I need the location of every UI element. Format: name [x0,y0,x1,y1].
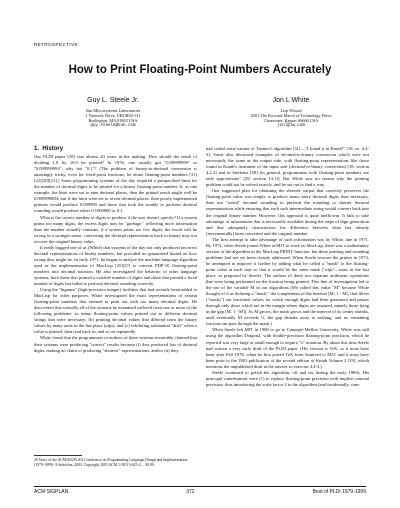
paper-title: How to Print Floating-Point Numbers Accurately [68,64,332,76]
author-email: guy.steele@sun.com [90,123,136,128]
author-email: jonl@lw.com [277,123,305,128]
paragraph: When Steele left MIT in 1980 to go to Carnegie-Mellon University, White was still using the algorithm Dragon2, with double-precision floating-point precision, which he reported was very large or small enough to require "x" notation. By about this time Steele had written a very early draft of the PLDI paper. (His version is TeX, so it must have been after Fall 1978, when he first ported TeX from Stanford to MIT, and it must have been prior to the 1981 publication of the second edition of Knuth Volume 2 [19], which mentions the unpublished draft in the answer to exercise 4.4-3.) [206,327,369,369]
author-affiliation-line: 1 Network Drive, UBUR02-311 [85,113,141,119]
author-affiliation-line: Burlington, MA 01803 USA [88,118,138,124]
paragraph: It really bugged one of us (White) that systems of the day not only produced incorrect decimal representations of binary numbers, but provided no guaranteed bound on how wrong they might be. In early 1971, he began to analyze the machine-language algorithm used in the implementation of MacLisp [25][27] to convert PDP-10 floating-point numbers into decimal notation. He also investigated the behavior of other language systems, both those that printed a variable number of digits and those that printed a fixed number of digits but failed to perform decimal rounding correctly. [34,244,197,287]
section-title: History [42,146,64,152]
paragraph: Our PLDI paper [28] was almost 20 years in the making. How should the result of dividing 1.0 by 10.0 be printed? In 1976, one usually got "0.09999999" or "0.099999994"; why not "0.1"? (The problem of binary-to-decimal conversion is amazingly tricky, even for fixed-point fractions, let alone floating-point numbers [31][22][20][21].) Some programming systems of the day required a prespecified limit for the number of decimal digits to be printed for a binary floating-point number. If, as one example, the limit were set to nine decimal places, then the printed result might well be 0.099999984; but if the limit were set to seven decimal places, then poorly implemented printers would produce 0.099999 and those that took the trouble to perform decimal rounding would produce either 0.1000000 or 0.1. [34,154,197,214]
author-affiliation-line: Lisp Wizard [280,108,302,113]
author-affiliation-line: 2001 The Forward March of Technology Drive [250,113,332,119]
retrospective-label: RETROSPECTIVE: [34,42,80,47]
copyright-footnote: 20 Years of the ACM/SIGPLAN Conference on Programming Language Design and Implementation (1979-1999): A Selection, 2003. Copyright 2003 ACM 1-58113-623-4 ... $5.00. [34,458,188,467]
footer-series: Best of PLDI 1979-1999 [312,489,366,495]
page-number: 372 [186,489,195,495]
author-affiliation-line: Clearwater, Kansas 66666 USA [263,118,319,124]
paragraph: What is the correct number of digits to produce if the user doesn't specify? If a system prints too many digits, the excess digits may be "garbage," reflecting more information than the number actually contains; if a system prints too few digits, the result will be wrong in a stronger sense: converting the decimal representation back to binary may not recover the original binary value. [34,214,197,244]
section-heading [34,146,197,152]
footnote-rule [34,455,82,456]
author-name: Guy L. Steele Jr. [87,97,139,104]
author-block-2 [196,97,386,129]
author-block-1 [18,97,208,129]
author-name: Jon L White [272,97,310,104]
paragraph: One suggested plan for obtaining the shortest output that correctly preserves the floating-point value was simply to produce many more decimal digits than necessary, then use "weird" decimal rounding to perform the rounding to shorter decimal representations while ensuring that each such intermediate string would convert back into the original binary number. However, this approach is quite inefficient. It fails to take advantage of information that is necessarily available during the steps of digit generation and that adequately characterizes the difference between what has already (incrementally) been converted and the original number. [206,188,370,236]
column-right [206,146,369,388]
section-number: 1. [34,146,40,152]
paragraph: Steele continued to polish the algorithm, off and on, during the early 1980s. His principal contributions were (1) to replace floating-point precision with implicit rational precision, thus introducing the scale factor 2 to the algorithm (and incidentally, com- [206,369,369,387]
page-footer [34,486,366,495]
footer-venue: ACM SIGPLAN [34,489,69,495]
column-left [34,146,197,354]
paragraph: White found that the programmers or authors of these systems invariably claimed that their systems were producing "correct" results because (i) they produced lots of decimal digits, making no claim of producing "shortest" representations, and/or (ii) they [34,335,197,353]
paragraph: had coded some variant of Taranto's algorithm [31]—"I found it in Knuth!" [18, ex. 4.4-3]. Some also discussed examples of decimal-to-binary conversion which were not necessarily the same as the output side, with floating-point representations like those found in Knuth's treatment of the input side (decimal-to-binary conversion) [18, section 4.2.2] and in Sterbenz [29] (in general, programmers with floating-point numbers are only approximate" [29, section 13.1]). But White saw no reason why the printing problem could not be solved exactly, and he set out to find a way. [206,146,369,188]
paragraph: Using the "bignum" (high-precision integer) facilities that had recently been added to MacLisp for other purposes, White investigated the exact representations of certain floating-point numbers that seemed to print out with too many decimal digits. He discovered that virtually all of the systems he examined suffered from one or more of the following problems: so many floating-point values printed out as different decimal strings that were necessary; (b) printing decimal values that differed from the binary values by many units in the last place (ulps); and (c) exhibiting substantial "drift" when a value is printed, then read back in, and so on repeatedly. [34,287,197,335]
author-affiliation-line: Sun Microsystems Laboratories [85,108,141,113]
paragraph: The first attempt to take advantage of such information was by White, late in 1971. By 1972, when Steele joined White at MIT to work on MacLisp, there was a rudimentary version of the algorithm in the MacLisp PRINT function, but these printing and rounding problems had not yet been cleanly addressed. When Steele rewrote the printer in 1973, he attempted to improve it further by adding what he called a "mask" to the floating-point value at each step so that it would be the same mask ("ulps"—units in the last place, as proposed by Steele). The authors of these two separate arithmetic operations that were being performed on the fraction being printed. This line of investigation led to the use of the variable M in our algorithms (We called this value "M" because White thought of it as defining a "mask," the complement of the interval [M, 1 - M], that filters ("masks") out fractional values for which enough digits had been generated and passes through only those which are in the margin where digits are required, namely those lying in the gap [M, 1 - M]). As M grows, the mask grows and the interval of its center shrinks, until eventually M exceeds ½, the gap shrinks away to nothing, and no remaining fraction can pass through the mask.) [206,236,369,327]
